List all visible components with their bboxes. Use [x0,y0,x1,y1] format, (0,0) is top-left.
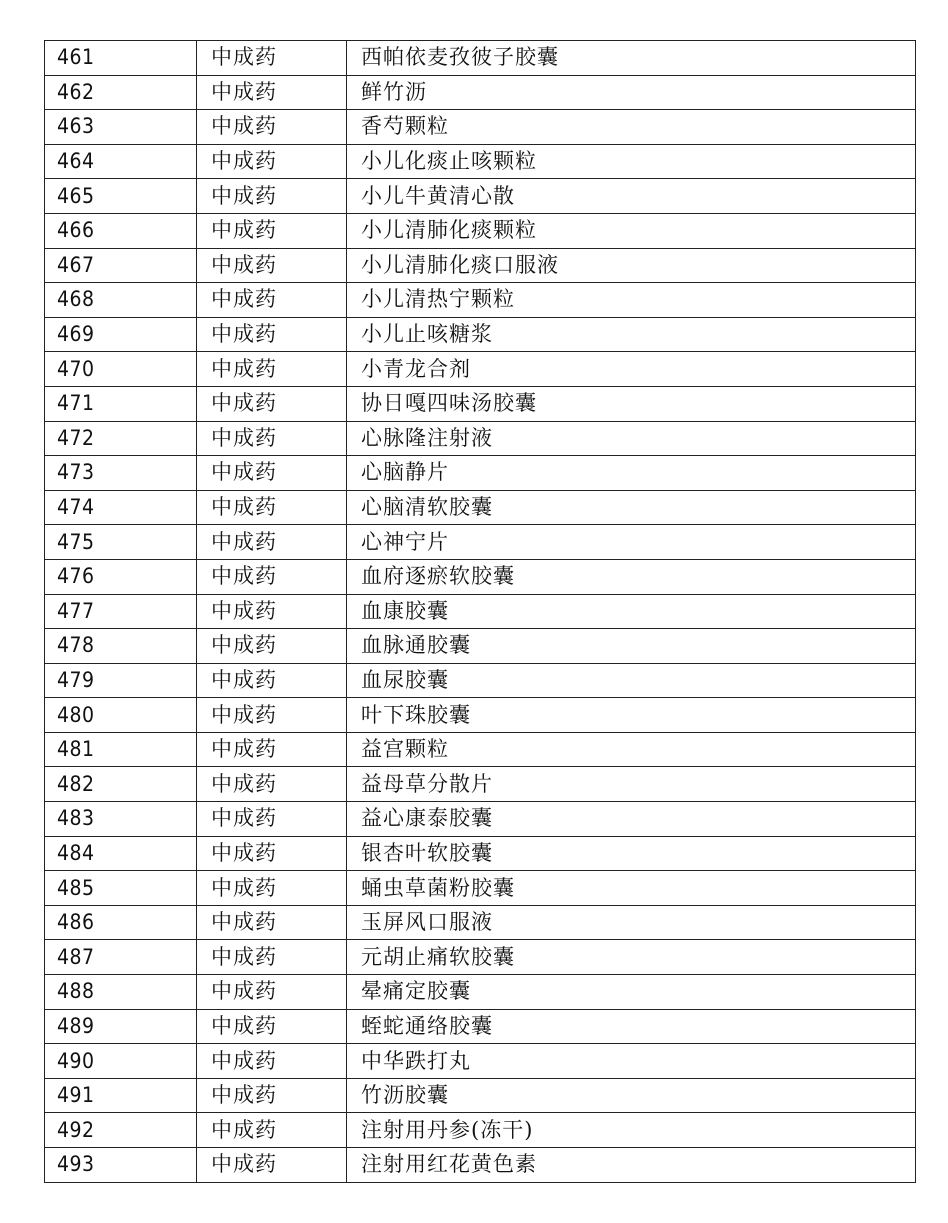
table-row [45,836,916,871]
row-number: 464 [45,144,197,179]
drug-category: 中成药 [197,421,347,456]
table-row [45,1078,916,1113]
row-number: 492 [45,1113,197,1148]
table-row [45,248,916,283]
row-number: 485 [45,871,197,906]
drug-category: 中成药 [197,456,347,491]
row-number: 472 [45,421,197,456]
table-row [45,213,916,248]
table-row [45,767,916,802]
table-row [45,421,916,456]
table-row [45,802,916,837]
drug-name: 玉屏风口服液 [347,905,916,940]
drug-name: 益心康泰胶囊 [347,802,916,837]
drug-name: 晕痛定胶囊 [347,975,916,1010]
drug-category: 中成药 [197,629,347,664]
row-number: 487 [45,940,197,975]
drug-category: 中成药 [197,352,347,387]
drug-category: 中成药 [197,41,347,76]
drug-list-body [45,41,916,1183]
table-row [45,1009,916,1044]
drug-category: 中成药 [197,975,347,1010]
table-row [45,41,916,76]
row-number: 474 [45,490,197,525]
table-row [45,663,916,698]
drug-name: 小儿化痰止咳颗粒 [347,144,916,179]
drug-name: 小儿清肺化痰口服液 [347,248,916,283]
drug-category: 中成药 [197,1044,347,1079]
drug-name: 香芍颗粒 [347,110,916,145]
row-number: 475 [45,525,197,560]
table-row [45,1113,916,1148]
drug-name: 注射用红花黄色素 [347,1148,916,1183]
drug-name: 蛭蛇通络胶囊 [347,1009,916,1044]
table-row [45,490,916,525]
drug-name: 蛹虫草菌粉胶囊 [347,871,916,906]
drug-name: 元胡止痛软胶囊 [347,940,916,975]
row-number: 488 [45,975,197,1010]
table-row [45,75,916,110]
drug-name: 心脉隆注射液 [347,421,916,456]
table-row [45,179,916,214]
drug-name: 小儿止咳糖浆 [347,317,916,352]
row-number: 483 [45,802,197,837]
table-row [45,559,916,594]
drug-name: 小儿牛黄清心散 [347,179,916,214]
row-number: 481 [45,732,197,767]
drug-category: 中成药 [197,940,347,975]
row-number: 469 [45,317,197,352]
drug-category: 中成药 [197,490,347,525]
drug-name: 益宫颗粒 [347,732,916,767]
drug-list-table [44,40,916,1183]
drug-name: 西帕依麦孜彼子胶囊 [347,41,916,76]
drug-name: 小儿清肺化痰颗粒 [347,213,916,248]
row-number: 462 [45,75,197,110]
row-number: 466 [45,213,197,248]
row-number: 461 [45,41,197,76]
drug-category: 中成药 [197,871,347,906]
drug-name: 益母草分散片 [347,767,916,802]
table-row [45,352,916,387]
row-number: 473 [45,456,197,491]
table-row [45,871,916,906]
drug-category: 中成药 [197,1009,347,1044]
drug-category: 中成药 [197,1078,347,1113]
table-row [45,975,916,1010]
row-number: 486 [45,905,197,940]
row-number: 476 [45,559,197,594]
table-row [45,629,916,664]
row-number: 491 [45,1078,197,1113]
row-number: 467 [45,248,197,283]
drug-name: 血尿胶囊 [347,663,916,698]
drug-category: 中成药 [197,75,347,110]
drug-name: 小青龙合剂 [347,352,916,387]
drug-category: 中成药 [197,248,347,283]
table-row [45,940,916,975]
drug-name: 血府逐瘀软胶囊 [347,559,916,594]
drug-category: 中成药 [197,905,347,940]
table-row [45,317,916,352]
drug-category: 中成药 [197,767,347,802]
drug-category: 中成药 [197,283,347,318]
row-number: 489 [45,1009,197,1044]
drug-category: 中成药 [197,559,347,594]
drug-category: 中成药 [197,179,347,214]
drug-category: 中成药 [197,836,347,871]
table-row [45,1044,916,1079]
drug-name: 心脑静片 [347,456,916,491]
drug-category: 中成药 [197,802,347,837]
drug-name: 血康胶囊 [347,594,916,629]
drug-category: 中成药 [197,663,347,698]
row-number: 471 [45,386,197,421]
table-row [45,905,916,940]
drug-name: 小儿清热宁颗粒 [347,283,916,318]
drug-name: 血脉通胶囊 [347,629,916,664]
drug-category: 中成药 [197,110,347,145]
drug-name: 协日嘎四味汤胶囊 [347,386,916,421]
drug-category: 中成药 [197,386,347,421]
table-row [45,283,916,318]
drug-name: 鲜竹沥 [347,75,916,110]
drug-name: 心神宁片 [347,525,916,560]
drug-category: 中成药 [197,213,347,248]
table-row [45,732,916,767]
row-number: 480 [45,698,197,733]
row-number: 470 [45,352,197,387]
drug-name: 中华跌打丸 [347,1044,916,1079]
drug-name: 心脑清软胶囊 [347,490,916,525]
drug-category: 中成药 [197,525,347,560]
row-number: 478 [45,629,197,664]
table-row [45,698,916,733]
drug-category: 中成药 [197,144,347,179]
row-number: 493 [45,1148,197,1183]
drug-name: 注射用丹参(冻干) [347,1113,916,1148]
row-number: 490 [45,1044,197,1079]
table-row [45,525,916,560]
table-row [45,386,916,421]
row-number: 484 [45,836,197,871]
table-row [45,456,916,491]
drug-category: 中成药 [197,698,347,733]
table-row [45,594,916,629]
drug-category: 中成药 [197,732,347,767]
drug-name: 银杏叶软胶囊 [347,836,916,871]
row-number: 479 [45,663,197,698]
drug-category: 中成药 [197,1113,347,1148]
row-number: 477 [45,594,197,629]
drug-name: 竹沥胶囊 [347,1078,916,1113]
row-number: 463 [45,110,197,145]
table-row [45,1148,916,1183]
row-number: 482 [45,767,197,802]
drug-category: 中成药 [197,317,347,352]
row-number: 465 [45,179,197,214]
table-row [45,110,916,145]
row-number: 468 [45,283,197,318]
table-row [45,144,916,179]
drug-category: 中成药 [197,1148,347,1183]
drug-name: 叶下珠胶囊 [347,698,916,733]
drug-category: 中成药 [197,594,347,629]
